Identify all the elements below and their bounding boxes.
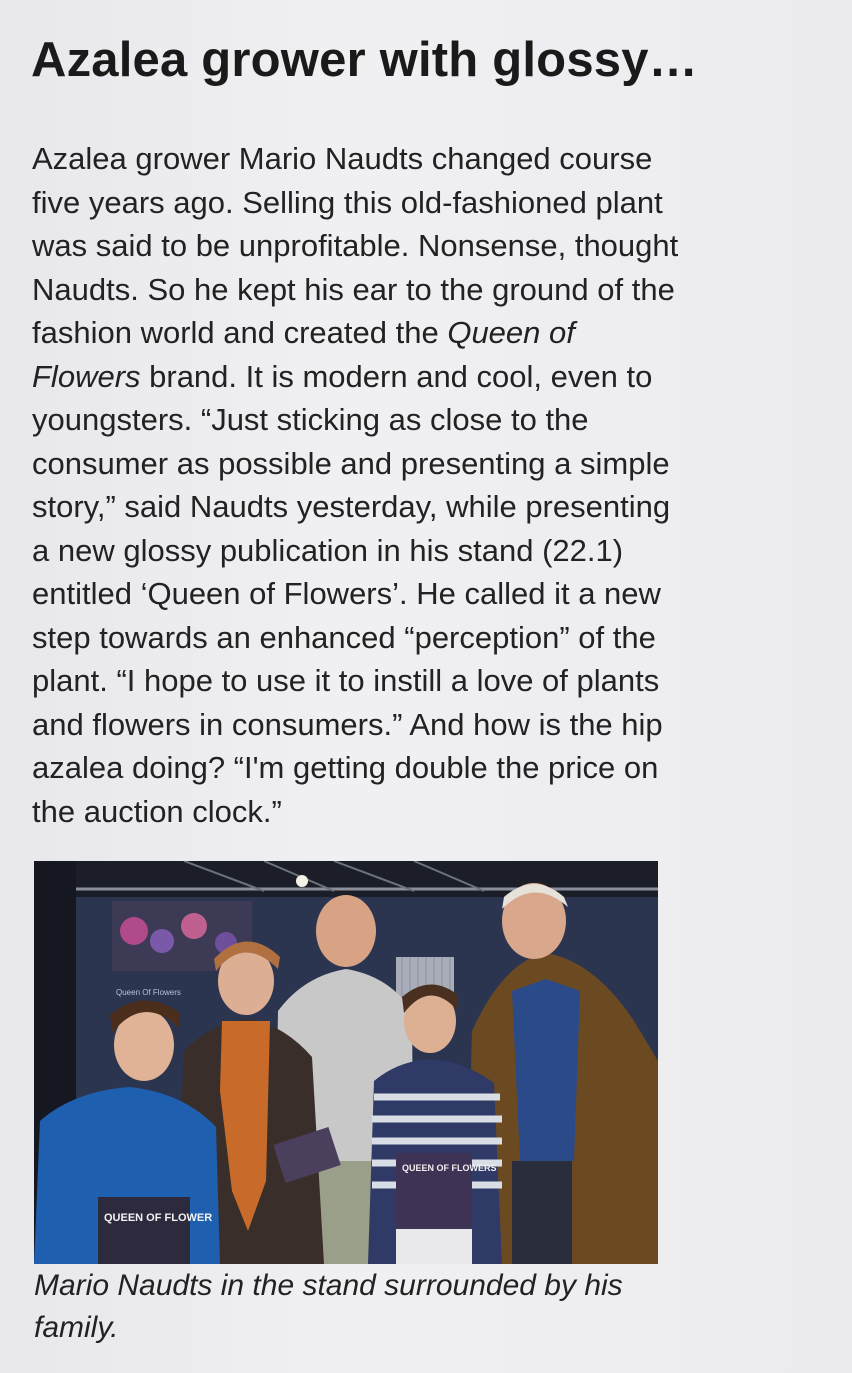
photo-illustration — [34, 861, 658, 1264]
body-line: entitled ‘Queen of Flowers’. He called it a new — [32, 576, 661, 611]
article-body — [32, 137, 832, 833]
body-line: step towards an enhanced “perception” of the — [32, 619, 656, 655]
book-cover-text: QUEEN OF FLOWERS — [402, 1163, 497, 1173]
booth-logo-text: Queen Of Flowers — [116, 988, 181, 997]
body-line: youngsters. “Just sticking as close to the — [32, 402, 589, 437]
body-line: fashion world and created the Queen of — [32, 315, 575, 350]
body-line: consumer as possible and presenting a simple — [32, 445, 670, 481]
caption-line: Mario Naudts in the stand surrounded by his — [34, 1269, 623, 1302]
body-line: was said to be unprofitable. Nonsense, thought — [32, 228, 679, 263]
family-photo — [34, 861, 658, 1264]
brand-name-italic: Flowers — [32, 358, 141, 394]
book-cover-text: QUEEN OF FLOWER — [104, 1212, 213, 1224]
brand-name-italic: Queen of — [447, 315, 575, 350]
body-line: azalea doing? “I'm getting double the price on — [32, 750, 659, 785]
photo-caption — [34, 1265, 794, 1349]
body-line: Naudts. So he kept his ear to the ground of the — [32, 271, 675, 307]
body-line: Flowers brand. It is modern and cool, even to — [32, 358, 653, 394]
body-line: plant. “I hope to use it to instill a love of plants — [32, 663, 660, 698]
body-line: the auction clock.” — [32, 793, 282, 829]
body-line: and flowers in consumers.” And how is the hip — [32, 706, 663, 742]
article-headline: Azalea grower with glossy… — [31, 33, 698, 87]
body-line: a new glossy publication in his stand (22.1) — [32, 532, 624, 568]
caption-line: family. — [34, 1311, 119, 1344]
body-line: Azalea grower Mario Naudts changed course — [32, 141, 653, 176]
body-line: five years ago. Selling this old-fashioned plant — [32, 184, 663, 220]
body-line: story,” said Naudts yesterday, while presenting — [32, 489, 671, 524]
